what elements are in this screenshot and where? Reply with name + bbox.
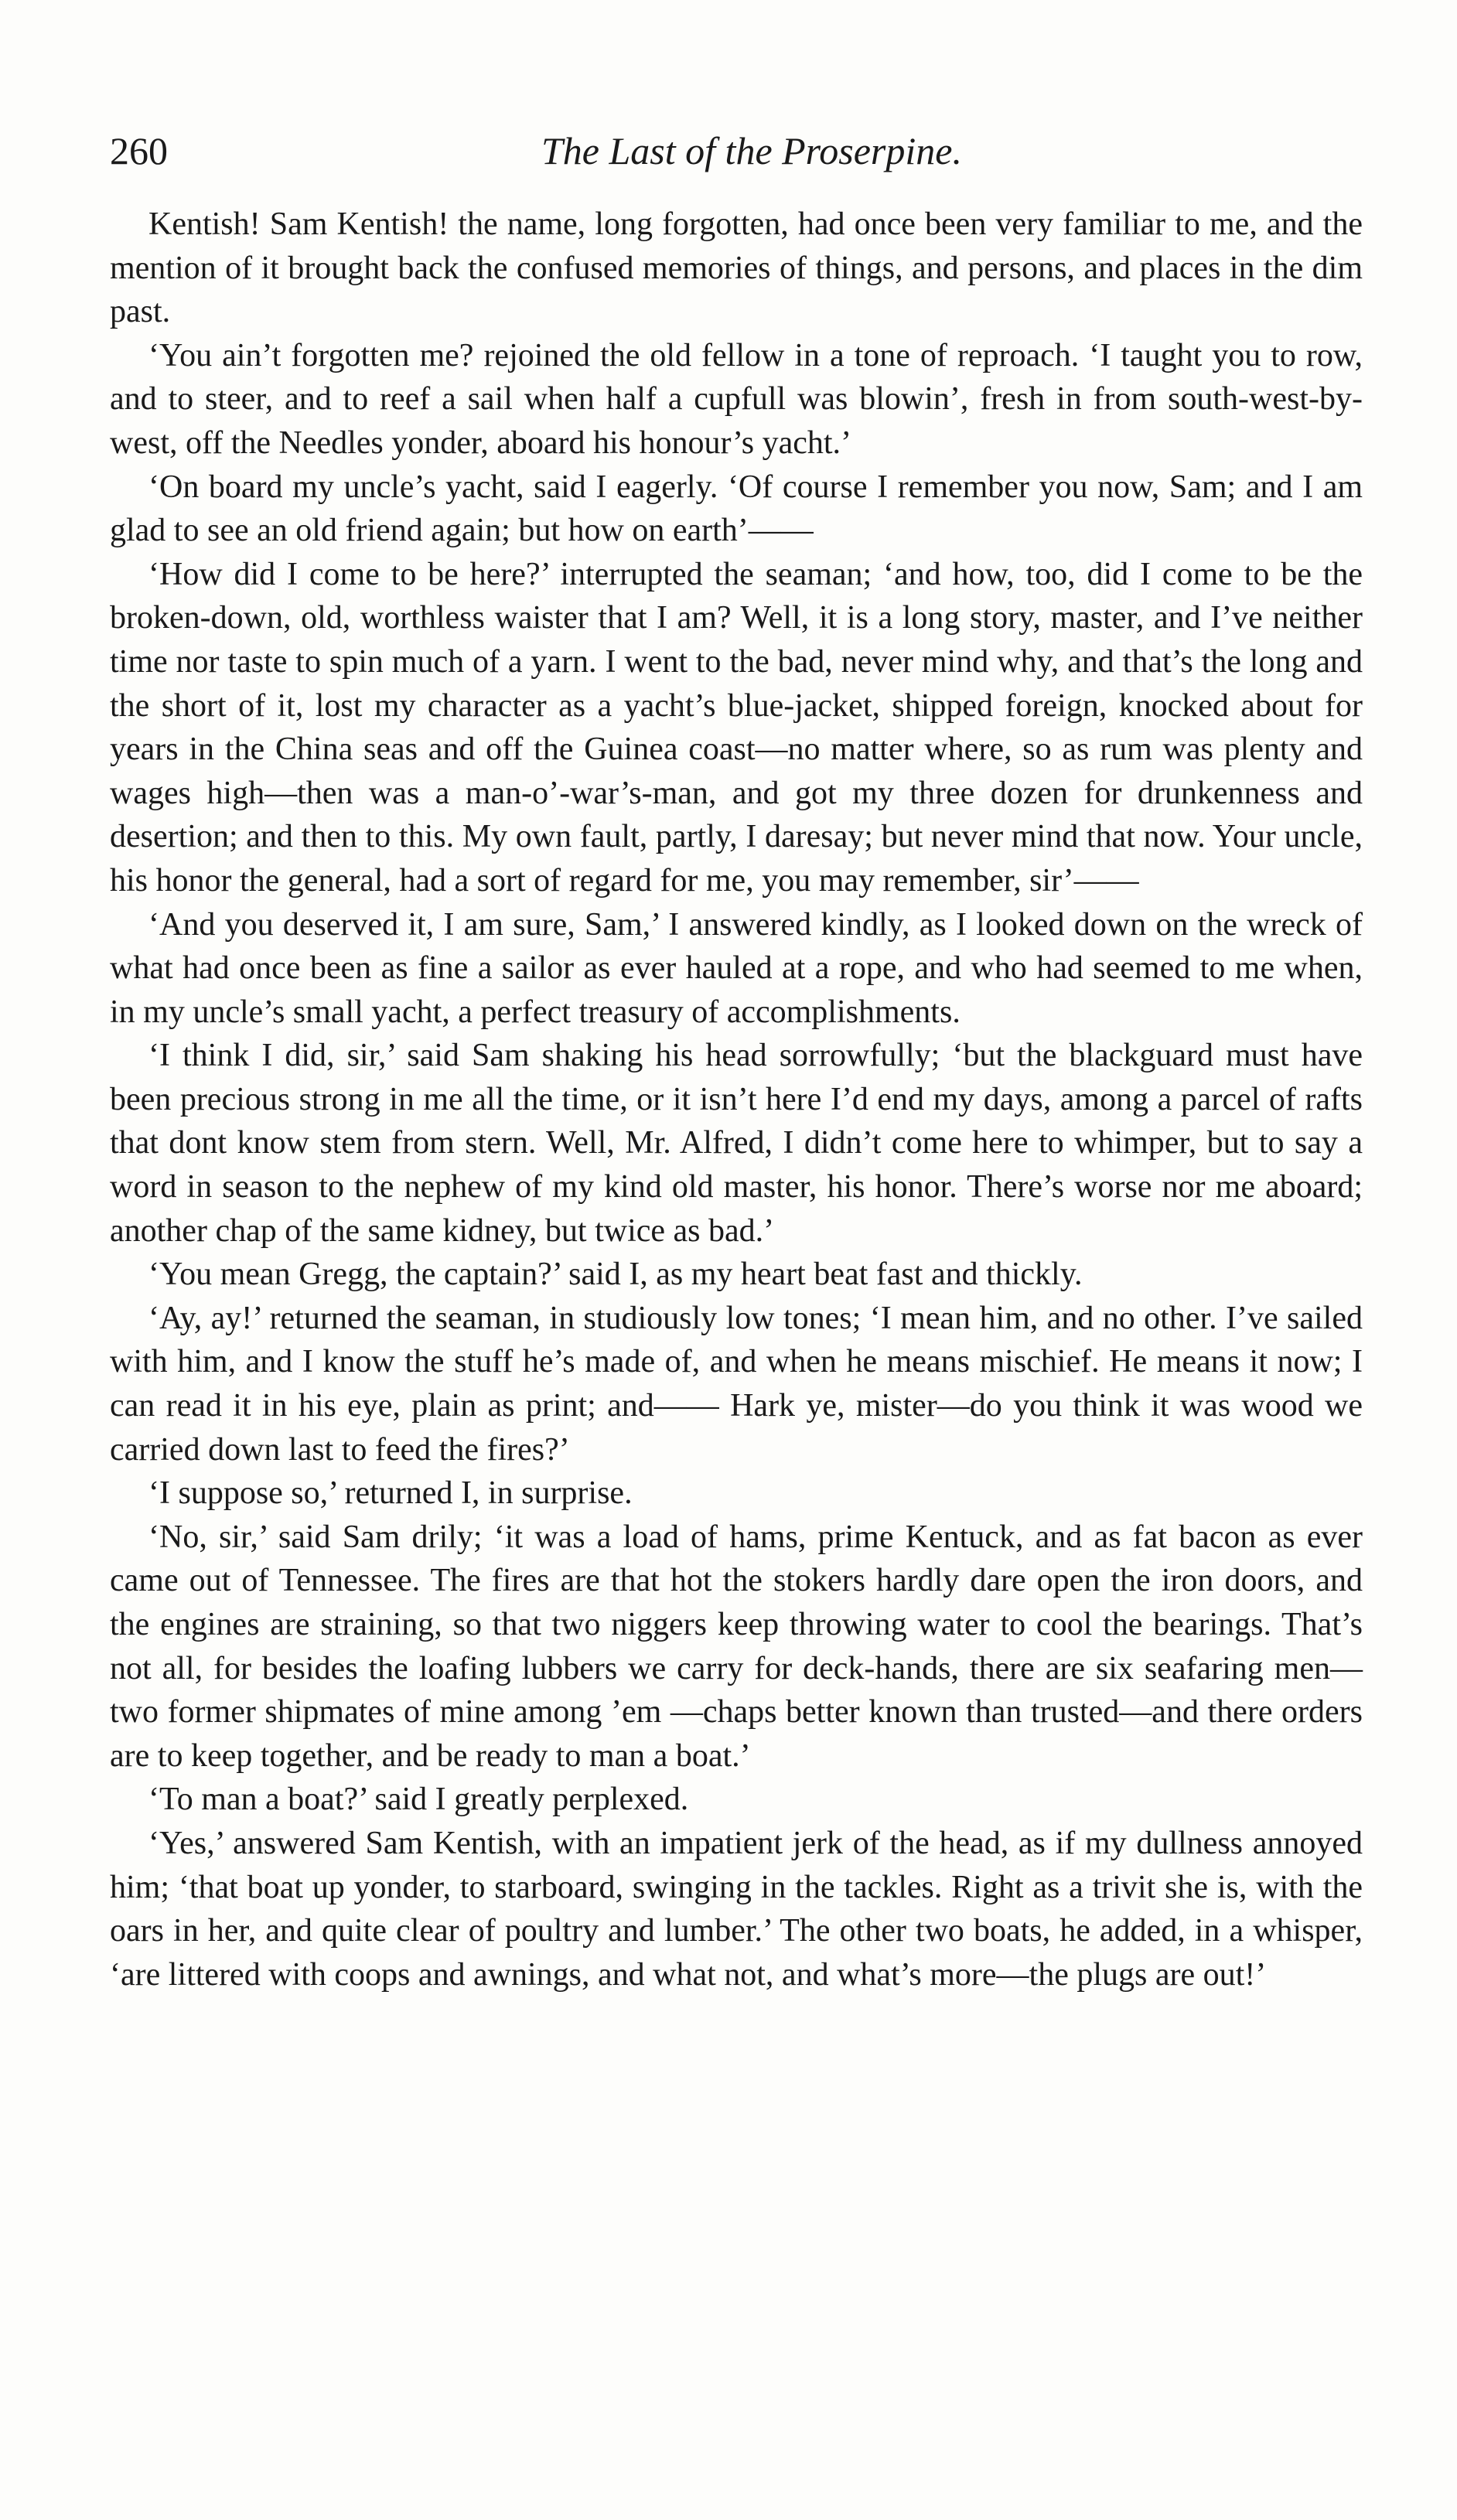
body-text [110,203,1363,1997]
paragraph: ‘No, sir,’ said Sam drily; ‘it was a load of hams, prime Kentuck, and as fat bacon as ever came out of Tennessee. The fires are that hot the stokers hardly dare open the iron doors, and the engines are straining, so that two niggers keep throwing water to cool the bearings. That’s not all, for besides the loafing lubbers we carry for deck-hands, there are six seafaring men—two former shipmates of mine among ’em —chaps better known than trusted—and there orders are to keep together, and be ready to man a boat.’ [110,1519,1363,1774]
paragraph: ‘To man a boat?’ said I greatly perplexed. [148,1782,689,1818]
running-title: The Last of the Proserpine. [541,129,962,172]
paragraph: ‘I think I did, sir,’ said Sam shaking his head sorrowfully; ‘but the blackguard must have been precious strong in me all the time, or it isn’t here I’d end my days, among a parcel of rafts that dont know stem from stern. Well, Mr. Alfred, I didn’t come here to whimper, but to say a word in season to the nephew of my kind old master, his honor. There’s worse nor me aboard; another chap of the same kidney, but twice as bad.’ [110,1038,1363,1249]
paragraph: Kentish! Sam Kentish! the name, long forgotten, had once been very familiar to me, and the mention of it brought back the confused memories of things, and persons, and places in the dim past. [110,206,1363,330]
paragraph: ‘Yes,’ answered Sam Kentish, with an impatient jerk of the head, as if my dullness annoyed him; ‘that boat up yonder, to starboard, swinging in the tackles. Right as a trivit she is, with the oars in her, and quite clear of poultry and lumber.’ The other two boats, he added, in a whisper, ‘are littered with coops and awnings, and what not, and what’s more—the plugs are out!’ [110,1825,1363,1993]
paragraph: ‘You mean Gregg, the captain?’ said I, as my heart beat fast and thickly. [148,1257,1083,1293]
paragraph: ‘How did I come to be here?’ interrupted the seaman; ‘and how, too, did I come to be the broken-down, old, worthless waister that I am? Well, it is a long story, master, and I’ve neither time nor taste to spin much of a yarn. I went to the bad, never mind why, and that’s the long and the short of it, lost my character as a yacht’s blue-jacket, shipped foreign, knocked about for years in the China seas and off the Guinea coast—no matter where, so as rum was plenty and wages high—then was a man-o’-war’s-man, and got my three dozen for drunkenness and desertion; and then to this. My own fault, partly, I daresay; but never mind that now. Your uncle, his honor the general, had a sort of regard for me, you may remember, sir’—— [110,556,1363,899]
paragraph: ‘Ay, ay!’ returned the seaman, in studiously low tones; ‘I mean him, and no other. I’ve sailed with him, and I know the stuff he’s made of, and when he means mischief. He means it now; I can read it in his eye, plain as print; and—— Hark ye, mister—do you think it was wood we carried down last to feed the fires?’ [110,1300,1363,1468]
paragraph: ‘And you deserved it, I am sure, Sam,’ I answered kindly, as I looked down on the wreck of what had once been as fine a sailor as ever hauled at a rope, and who had seemed to me when, in my uncle’s small yacht, a perfect treasury of accomplishments. [110,906,1363,1030]
running-head [110,124,1363,178]
page-number: 260 [110,129,168,172]
paragraph: ‘You ain’t forgotten me? rejoined the old fellow in a tone of reproach. ‘I taught you to row, and to steer, and to reef a sail when half a cupfull was blowin’, fresh in from south-west-by-west, off the Needles yonder, aboard his honour’s yacht.’ [110,337,1363,461]
paragraph: ‘On board my uncle’s yacht, said I eagerly. ‘Of course I remember you now, Sam; and I am glad to see an old friend again; but how on earth’—— [110,469,1363,549]
paragraph: ‘I suppose so,’ returned I, in surprise. [148,1475,633,1512]
